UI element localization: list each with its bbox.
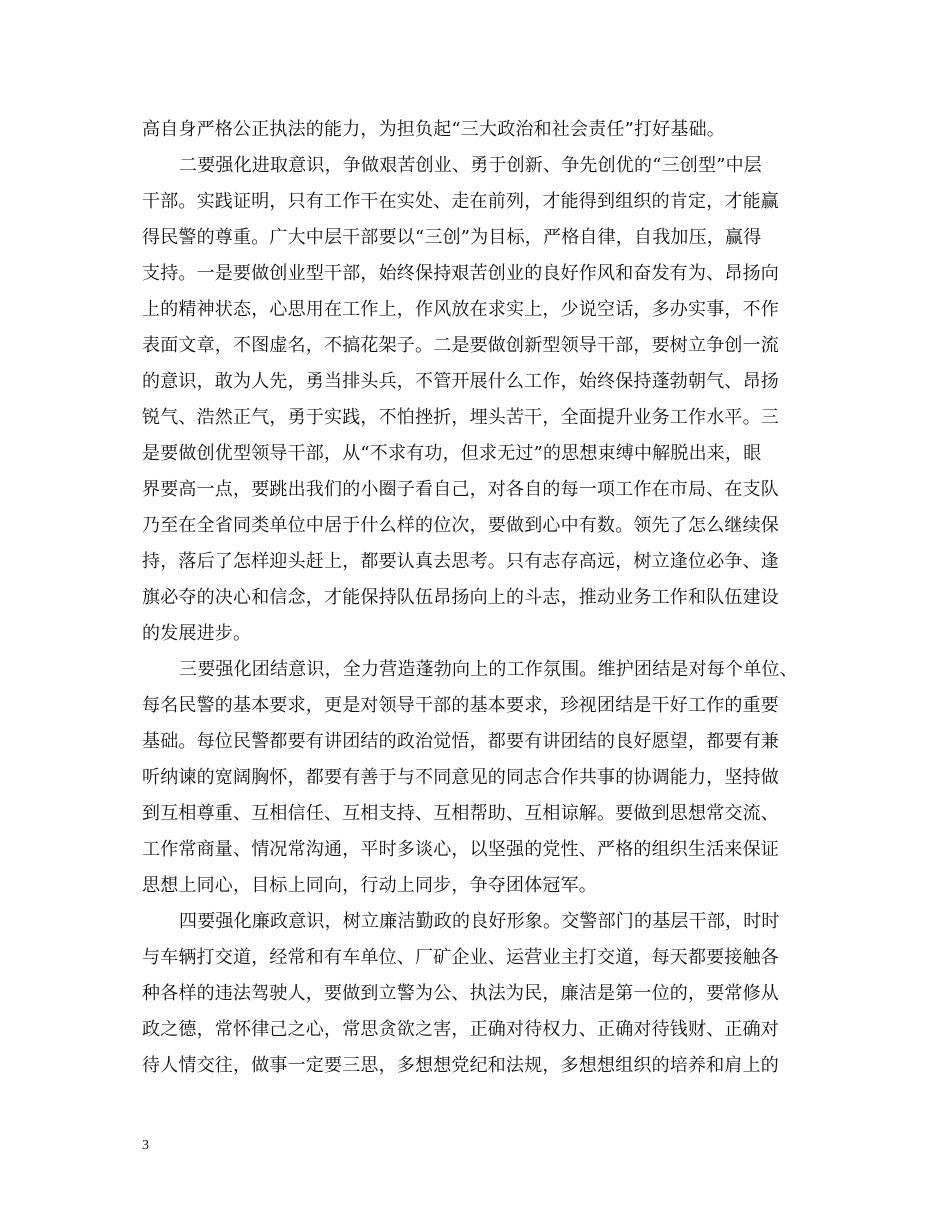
text-line: 旗必夺的决心和信念，才能保持队伍昂扬向上的斗志，推动业务工作和队伍建设 xyxy=(142,587,779,608)
text-line: 持，落后了怎样迎头赶上，都要认真去思考。只有志存高远，树立逢位必争、逢 xyxy=(142,551,779,572)
text-line: 是要做创优型领导干部，从“不求有功，但求无过”的思想束缚中解脱出来，眼 xyxy=(142,443,762,464)
paragraph-start-line: 三要强化团结意识，全力营造蓬勃向上的工作氛围。维护团结是对每个单位、 xyxy=(179,659,798,680)
paragraph-start-line: 二要强化进取意识，争做艰苦创业、勇于创新、争先创优的“三创型”中层 xyxy=(179,155,763,176)
text-line: 每名民警的基本要求，更是对领导干部的基本要求，珍视团结是干好工作的重要 xyxy=(142,695,779,716)
text-line: 界要高一点，要跳出我们的小圈子看自己，对各自的每一项工作在市局、在支队 xyxy=(142,479,779,500)
text-line: 的意识，敢为人先，勇当排头兵，不管开展什么工作，始终保持蓬勃朝气、昂扬 xyxy=(142,371,779,392)
text-line: 待人情交往，做事一定要三思，多想想党纪和法规，多想想组织的培养和肩上的 xyxy=(142,1055,779,1076)
body-text xyxy=(142,112,812,1084)
text-line: 干部。实践证明，只有工作干在实处、走在前列，才能得到组织的肯定，才能赢 xyxy=(142,191,779,212)
page-number: 3 xyxy=(142,1138,149,1153)
text-line: 工作常商量、情况常沟通，平时多谈心，以坚强的党性、严格的组织生活来保证 xyxy=(142,839,779,860)
text-line: 政之德，常怀律己之心，常思贪欲之害，正确对待权力、正确对待钱财、正确对 xyxy=(142,1019,779,1040)
text-line: 基础。每位民警都要有讲团结的政治觉悟，都要有讲团结的良好愿望，都要有兼 xyxy=(142,731,779,752)
text-line: 锐气、浩然正气，勇于实践，不怕挫折，埋头苦干，全面提升业务工作水平。三 xyxy=(142,407,779,428)
paragraph-start-line: 四要强化廉政意识，树立廉洁勤政的良好形象。交警部门的基层干部，时时 xyxy=(179,911,780,932)
text-line: 到互相尊重、互相信任、互相支持、互相帮助、互相谅解。要做到思想常交流、 xyxy=(142,803,779,824)
text-line: 得民警的尊重。广大中层干部要以“三创”为目标，严格自律，自我加压，赢得 xyxy=(142,227,762,248)
text-line: 的发展进步。 xyxy=(142,623,252,644)
text-line: 乃至在全省同类单位中居于什么样的位次，要做到心中有数。领先了怎么继续保 xyxy=(142,515,779,536)
text-line: 听纳谏的宽阔胸怀，都要有善于与不同意见的同志合作共事的协调能力，坚持做 xyxy=(142,767,779,788)
text-line: 种各样的违法驾驶人，要做到立警为公、执法为民，廉洁是第一位的，要常修从 xyxy=(142,983,779,1004)
text-line: 高自身严格公正执法的能力，为担负起“三大政治和社会责任”打好基础。 xyxy=(142,119,726,140)
text-line: 支持。一是要做创业型干部，始终保持艰苦创业的良好作风和奋发有为、昂扬向 xyxy=(142,263,779,284)
text-line: 上的精神状态，心思用在工作上，作风放在求实上，少说空话，多办实事，不作 xyxy=(142,299,779,320)
text-line: 表面文章，不图虚名，不搞花架子。二是要做创新型领导干部，要树立争创一流 xyxy=(142,335,779,356)
text-line: 与车辆打交道，经常和有车单位、厂矿企业、运营业主打交道，每天都要接触各 xyxy=(142,947,779,968)
text-line: 思想上同心，目标上同向，行动上同步，争夺团体冠军。 xyxy=(142,875,597,896)
